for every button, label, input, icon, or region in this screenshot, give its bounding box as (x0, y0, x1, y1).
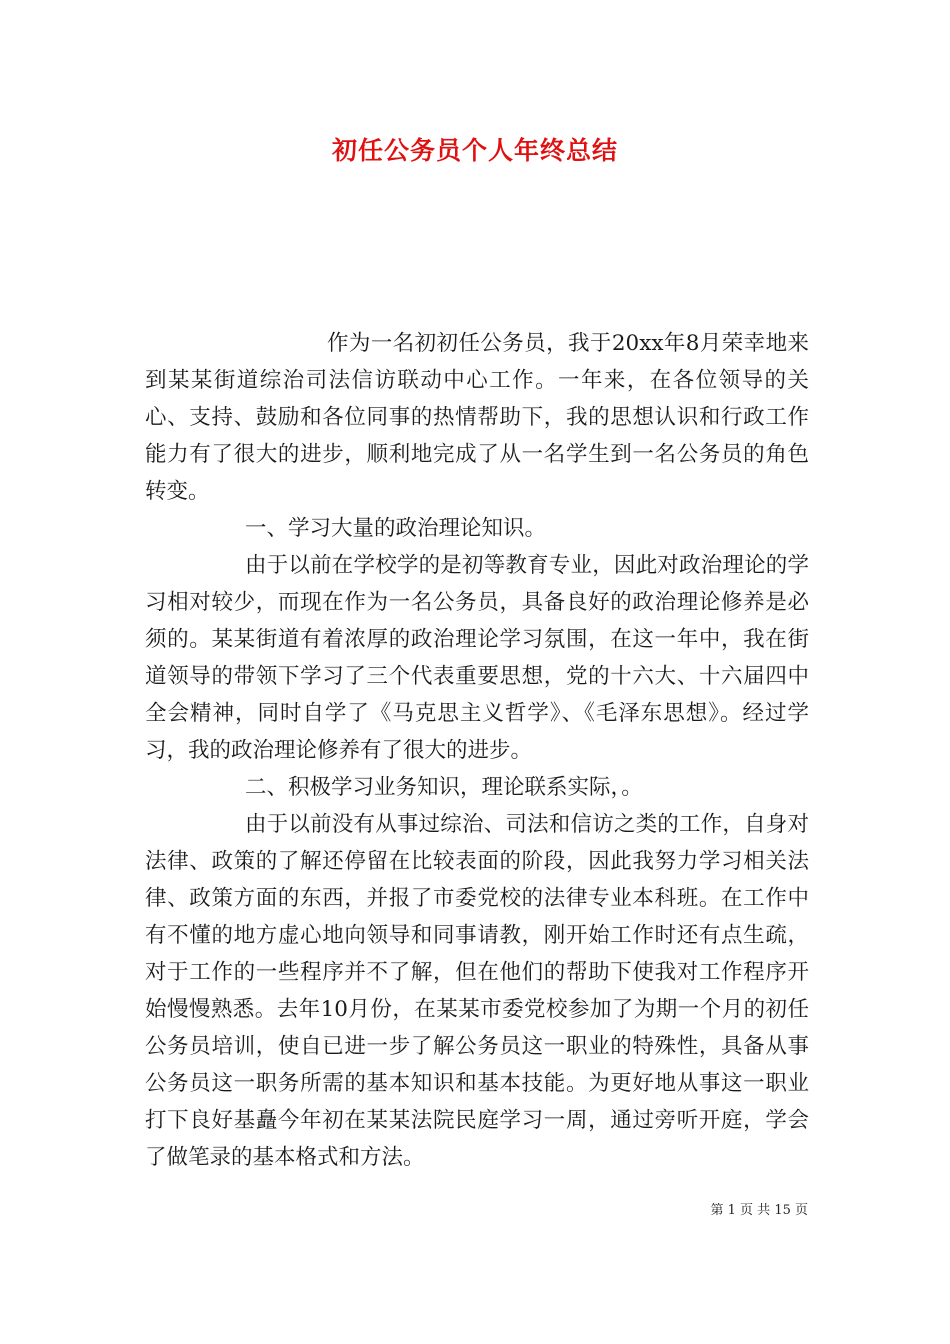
document-body (145, 325, 809, 1176)
intro-paragraph: 作为一名初初任公务员，我于20xx年8月荣幸地来到某某街道综治司法信访联动中心工作。一年来，在各位领导的关心、支持、鼓励和各位同事的热情帮助下，我的思想认识和行政工作能力有了很大的进步，顺利地完成了从一名学生到一名公务员的角色转变。 (145, 331, 809, 504)
document-title: 初任公务员个人年终总结 (331, 136, 618, 165)
section-heading-1: 一、学习大量的政治理论知识。 (245, 516, 547, 541)
section-2-paragraph: 由于以前没有从事过综治、司法和信访之类的工作，自身对法律、政策的了解还停留在比较表面的阶段，因此我努力学习相关法律、政策方面的东西，并报了市委党校的法律专业本科班。在工作中有不懂的地方虚心地向领导和同事请教，刚开始工作时还有点生疏，对于工作的一些程序并不了解，但在他们的帮助下使我对工作程序开始慢慢熟悉。去年10月份，在某某市委党校参加了为期一个月的初任公务员培训，使自已进一步了解公务员这一职业的特殊性，具备从事公务员这一职务所需的基本知识和基本技能。为更好地从事这一职业打下良好基矗今年初在某某法院民庭学习一周，通过旁听开庭，学会了做笔录的基本格式和方法。 (145, 812, 809, 1170)
section-heading-2: 二、积极学习业务知识，理论联系实际，。 (245, 775, 643, 800)
page-number-footer: 第 1 页 共 15 页 (710, 1203, 808, 1218)
section-1-paragraph: 由于以前在学校学的是初等教育专业，因此对政治理论的学习相对较少，而现在作为一名公务员，具备良好的政治理论修养是必须的。某某街道有着浓厚的政治理论学习氛围，在这一年中，我在街道领导的带领下学习了三个代表重要思想，党的十六大、十六届四中全会精神，同时自学了《马克思主义哲学》、《毛泽东思想》。经过学习，我的政治理论修养有了很大的进步。 (145, 553, 809, 763)
